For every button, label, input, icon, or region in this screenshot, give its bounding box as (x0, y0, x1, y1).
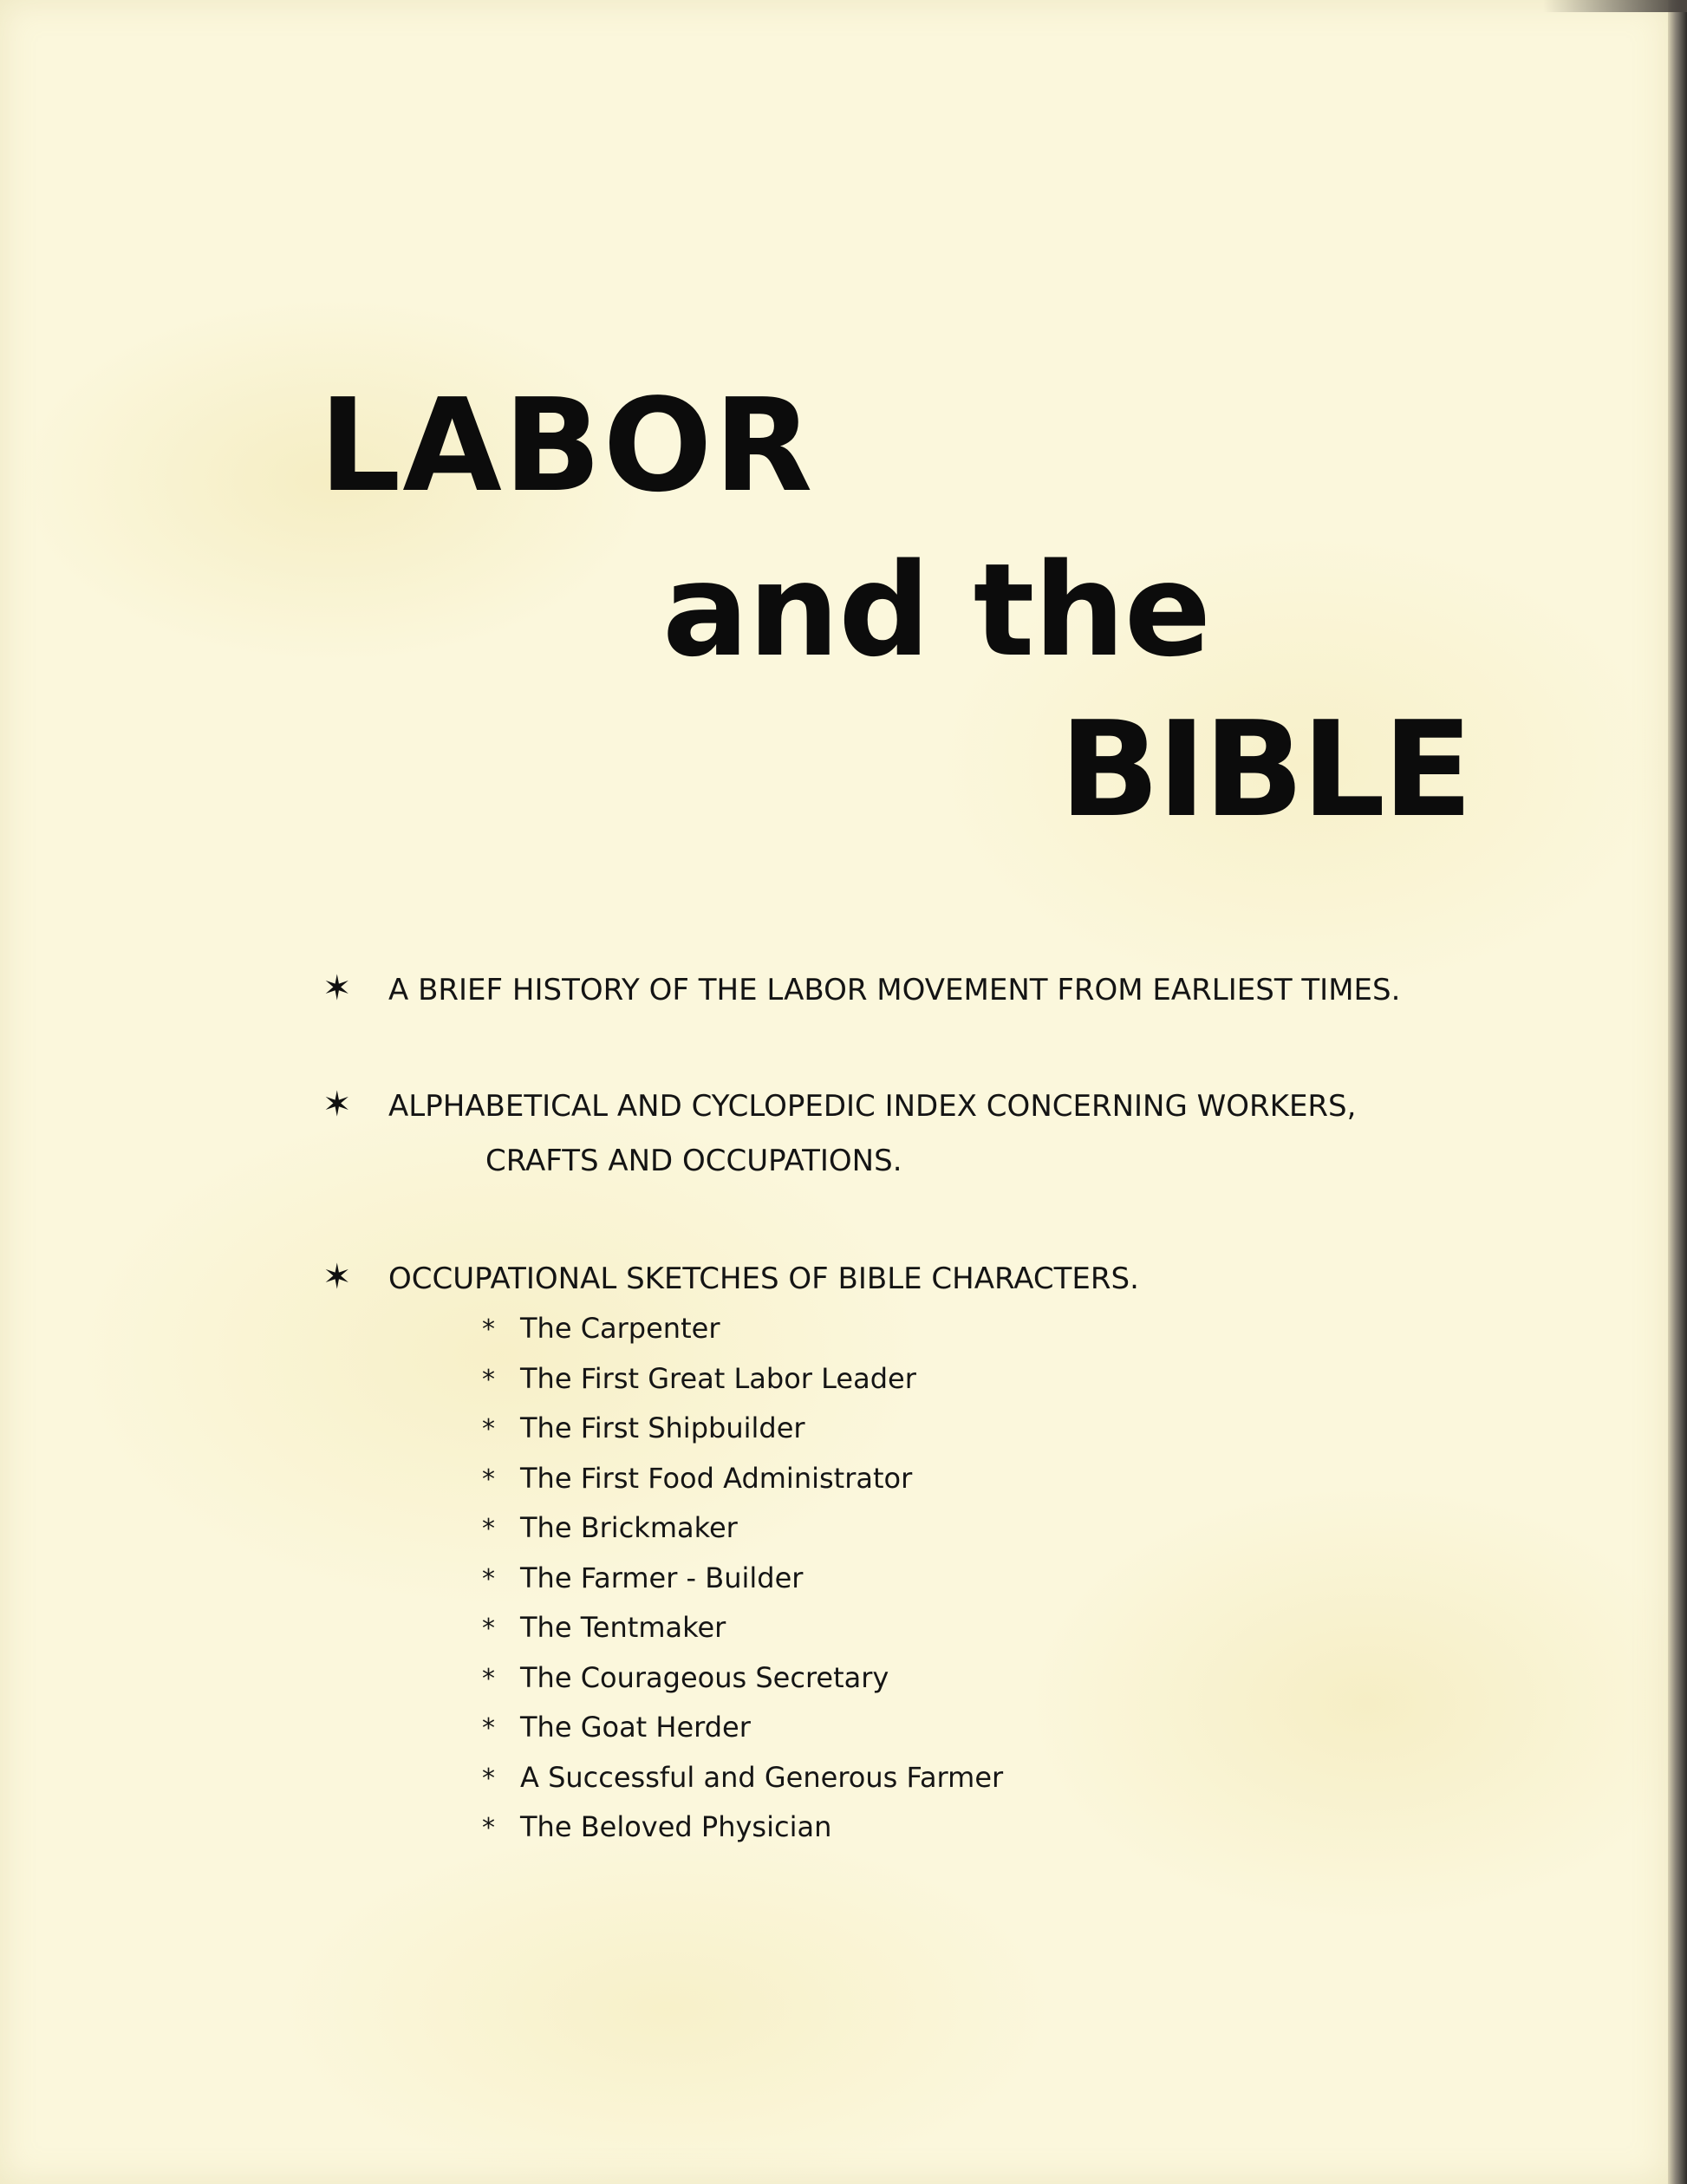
asterisk-bullet-icon: * (482, 1464, 495, 1495)
sketch-title: The Farmer - Builder (520, 1561, 804, 1594)
sketch-title: The Courageous Secretary (520, 1660, 889, 1694)
sketch-title: A Successful and Generous Farmer (520, 1760, 1004, 1794)
feature-text: A BRIEF HISTORY OF THE LABOR MOVEMENT FROM EARLIEST TIMES. (388, 973, 1401, 1007)
title-line-labor: LABOR (319, 371, 815, 520)
asterisk-bullet-icon: * (482, 1314, 495, 1345)
feature-labor-history (322, 968, 1401, 1008)
star-bullet-icon: ✶ (322, 968, 352, 1008)
feature-text: ALPHABETICAL AND CYCLOPEDIC INDEX CONCERNING WORKERS, (388, 1089, 1357, 1124)
sketch-item (482, 1411, 1003, 1464)
star-bullet-icon: ✶ (322, 1257, 352, 1297)
asterisk-bullet-icon: * (482, 1364, 495, 1395)
sketch-title: The First Shipbuilder (520, 1411, 805, 1444)
sketch-title: The First Great Labor Leader (520, 1361, 916, 1395)
sketch-item (482, 1810, 1003, 1863)
sketch-title: The Carpenter (520, 1312, 720, 1345)
star-bullet-icon: ✶ (322, 1085, 352, 1125)
sketch-item (482, 1611, 1003, 1664)
sketch-item (482, 1561, 1003, 1614)
sketch-item (482, 1511, 1003, 1564)
asterisk-bullet-icon: * (482, 1614, 495, 1644)
feature-text: OCCUPATIONAL SKETCHES OF BIBLE CHARACTERS. (388, 1262, 1139, 1296)
book-top-edge (1543, 0, 1687, 12)
sketch-item (482, 1660, 1003, 1714)
asterisk-bullet-icon: * (482, 1514, 495, 1544)
asterisk-bullet-icon: * (482, 1663, 495, 1694)
sketch-item (482, 1760, 1004, 1814)
feature-text-continued: CRAFTS AND OCCUPATIONS. (485, 1144, 902, 1178)
book-page-edge (1668, 0, 1687, 2184)
asterisk-bullet-icon: * (482, 1763, 495, 1794)
sketch-list (482, 1314, 1003, 1863)
feature-cyclopedic-index (322, 1087, 1356, 1176)
sketch-item (482, 1361, 1003, 1415)
sketch-title: The Brickmaker (520, 1511, 738, 1544)
asterisk-bullet-icon: * (482, 1713, 495, 1744)
feature-occupational-sketches (322, 1257, 1139, 1297)
sketch-title: The Goat Herder (520, 1711, 751, 1744)
asterisk-bullet-icon: * (482, 1563, 495, 1594)
sketch-title: The Beloved Physician (520, 1810, 832, 1843)
sketch-title: The Tentmaker (520, 1611, 726, 1644)
sketch-item (482, 1713, 1003, 1763)
sketch-title: The First Food Administrator (520, 1461, 913, 1495)
sketch-item (482, 1461, 1003, 1515)
asterisk-bullet-icon: * (482, 1813, 495, 1843)
title-line-and-the: and the (662, 536, 1211, 685)
sketch-item (482, 1314, 1003, 1365)
title-line-bible: BIBLE (1059, 693, 1470, 846)
asterisk-bullet-icon: * (482, 1414, 495, 1444)
